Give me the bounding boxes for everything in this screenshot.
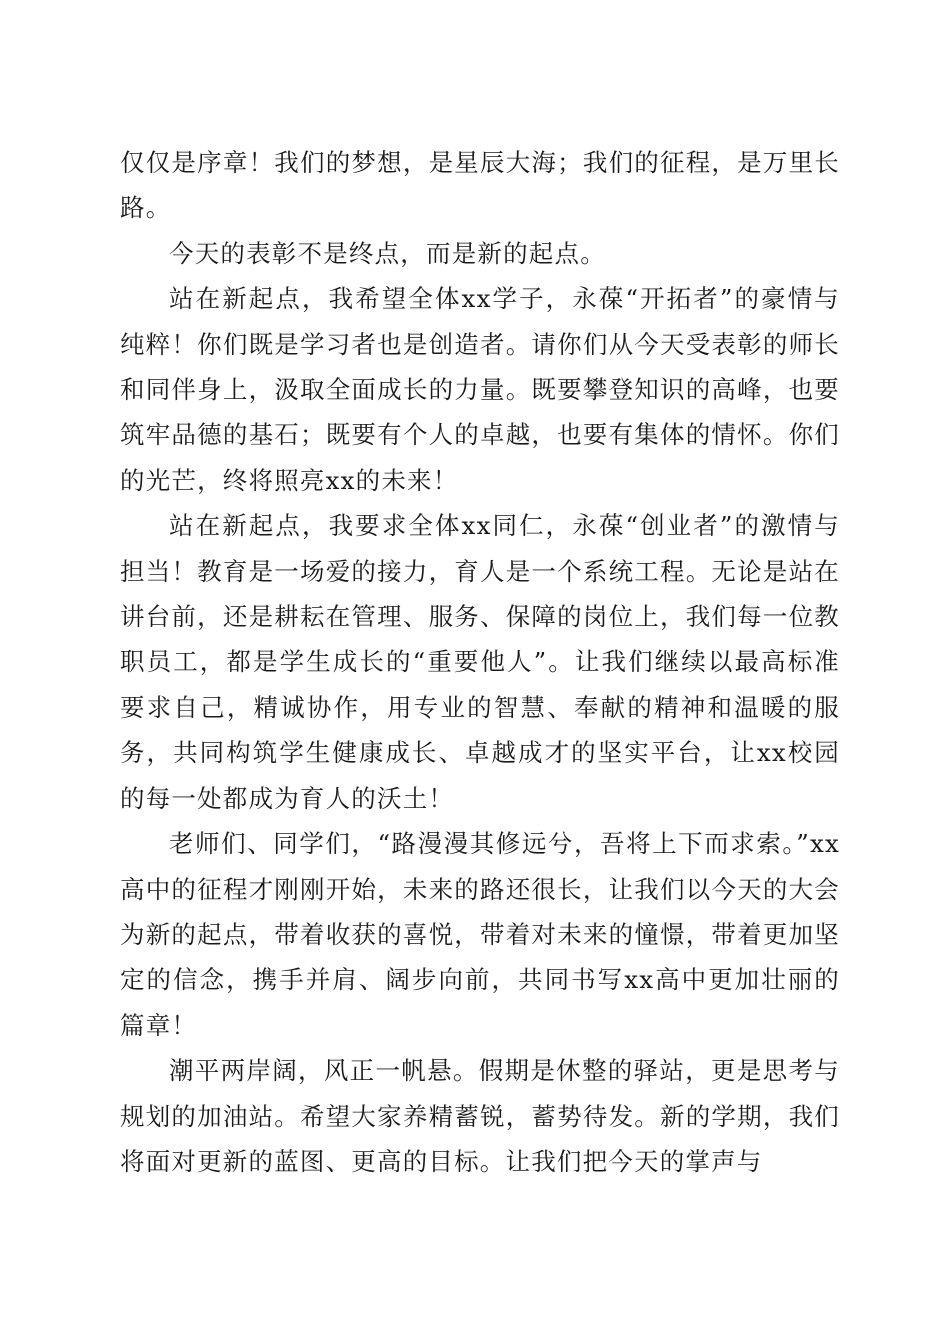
paragraph-students: 站在新起点，我希望全体xx学子，永葆“开拓者”的豪情与纯粹！你们既是学习者也是创造者。请你们从今天受表彰的师长和同伴身上，汲取全面成长的力量。既要攀登知识的高峰，也要筑牢品德的基石；既要有个人的卓越，也要有集体的情怀。你们的光芒，终将照亮xx的未来！ [120, 284, 840, 495]
paragraph-teachers-students: 老师们、同学们，“路漫漫其修远兮，吾将上下而求索。”xx高中的征程才刚刚开始，未来的路还很长，让我们以今天的大会为新的起点，带着收获的喜悦，带着对未来的憧憬，带着更加坚定的信念，携手并肩、阔步向前，共同书写xx高中更加壮丽的篇章！ [120, 829, 840, 1040]
paragraph-holiday: 潮平两岸阔，风正一帆悬。假期是休整的驿站，更是思考与规划的加油站。希望大家养精蓄锐，蓄势待发。新的学期，我们将面对更新的蓝图、更高的目标。让我们把今天的掌声与 [120, 1056, 840, 1176]
paragraph-new-starting-point: 今天的表彰不是终点，而是新的起点。 [169, 238, 606, 268]
paragraph-colleagues: 站在新起点，我要求全体xx同仁，永葆“创业者”的激情与担当！教育是一场爱的接力，育人是一个系统工程。无论是站在讲台前，还是耕耘在管理、服务、保障的岗位上，我们每一位教职员工，都是学生成长的“重要他人”。让我们继续以最高标准要求自己，精诚协作，用专业的智慧、奉献的精神和温暖的服务，共同构筑学生健康成长、卓越成才的坚实平台，让xx校园的每一处都成为育人的沃土！ [120, 511, 840, 813]
document-body [120, 140, 840, 1184]
paragraph-continued: 仅仅是序章！我们的梦想，是星辰大海；我们的征程，是万里长路。 [120, 148, 840, 223]
